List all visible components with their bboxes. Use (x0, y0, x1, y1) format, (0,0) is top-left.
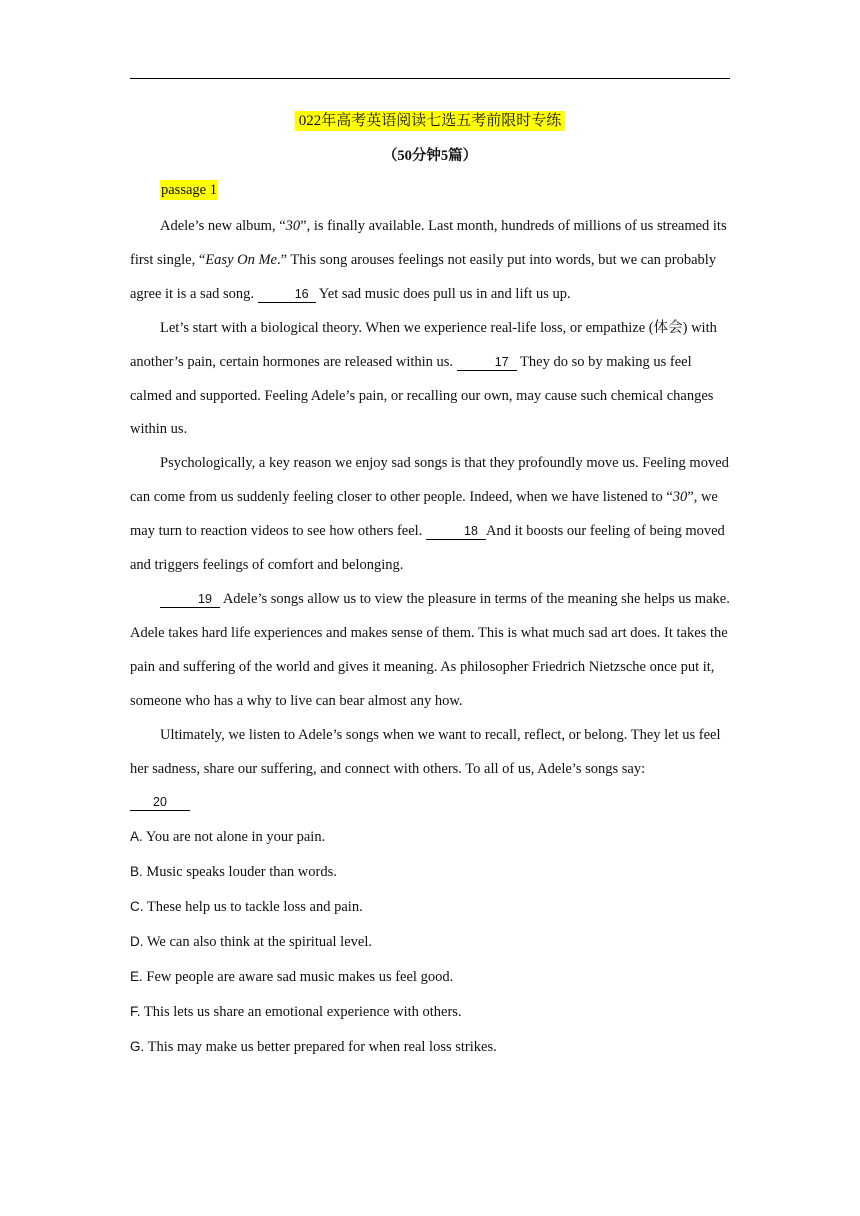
paragraph-text: ”, is finally available. Last month, hundreds of millions of us streamed its first single, “ (130, 218, 727, 268)
paragraph-text: Adele’s new album, “ (160, 218, 286, 234)
option-letter: A. (130, 829, 143, 845)
option-letter: G. (130, 1038, 145, 1054)
blank-18[interactable]: 18 (426, 523, 486, 540)
paragraph-text: And it boosts our feeling of being moved and triggers feelings of comfort and belonging. (130, 523, 725, 574)
option-letter: F. (130, 1003, 141, 1019)
option-text: We can also think at the spiritual level. (143, 934, 372, 951)
header-rule (130, 78, 730, 79)
paragraph-5 (130, 719, 730, 787)
paragraph-text: Ultimately, we listen to Adele’s songs when we want to recall, reflect, or belong. They let us feel her sadness, share our suffering, and connect with others. To all of us, Adele’s songs say: (130, 726, 721, 777)
page-title (0, 110, 860, 132)
album-title: 30 (672, 489, 688, 506)
option-a[interactable] (130, 820, 730, 855)
option-text: You are not alone in your pain. (142, 829, 326, 846)
option-e[interactable] (130, 960, 730, 995)
paragraph-2 (130, 312, 730, 448)
option-text: These help us to tackle loss and pain. (143, 899, 363, 916)
blank-20[interactable]: 20 (130, 794, 190, 811)
option-d[interactable] (130, 925, 730, 960)
paragraph-text: Adele’s songs allow us to view the pleasure in terms of the meaning she helps us make. Adele takes hard life experiences and makes sense of them. This is what much sad art does. It takes the pain and suffering of the world and gives it meaning. As philosopher Friedrich Nietzsche once put it, someone who has a why to live can bear almost any how. (130, 590, 730, 709)
paragraph-4 (130, 583, 730, 719)
option-text: This may make us better prepared for when real loss strikes. (144, 1038, 497, 1055)
paragraph-3 (130, 447, 730, 583)
blank-16[interactable]: 16 (258, 286, 316, 303)
option-c[interactable] (130, 890, 730, 925)
option-text: Few people are aware sad music makes us feel good. (142, 968, 454, 985)
paragraph-text: Yet sad music does pull us in and lift us up. (315, 285, 571, 302)
passage-label-text: passage 1 (161, 182, 217, 198)
page-title-text: 022年高考英语阅读七选五考前限时专练 (295, 111, 566, 131)
option-letter: D. (130, 934, 144, 950)
option-text: This lets us share an emotional experience with others. (140, 1003, 462, 1020)
option-b[interactable] (130, 855, 730, 890)
single-title: Easy On Me (205, 251, 277, 268)
page-subtitle: （50分钟5篇） (382, 148, 478, 164)
paragraph-text: They do so by making us feel calmed and supported. Feeling Adele’s pain, or recalling our own, may cause such chemical changes within us. (130, 353, 714, 438)
paragraph-text: .” This song arouses feelings not easily put into words, but we can probably agree it is a sad song. (130, 251, 717, 302)
blank-17[interactable]: 17 (457, 354, 517, 371)
paragraph-text: Psychologically, a key reason we enjoy sad songs is that they profoundly move us. Feeling moved can come from us suddenly feeling closer to other people. Indeed, when we have listened to “ (130, 455, 729, 506)
blank-19[interactable]: 19 (160, 591, 220, 608)
option-letter: B. (130, 864, 143, 880)
options-list (130, 820, 730, 1064)
option-letter: E. (130, 968, 143, 984)
paragraph-text: ”, we may turn to reaction videos to see how others feel. (130, 489, 718, 540)
paragraph-1 (130, 210, 730, 312)
option-letter: C. (130, 899, 144, 915)
option-text: Music speaks louder than words. (142, 864, 337, 881)
paragraph-text: Let’s start with a biological theory. When we experience real-life loss, or empathize (体会) with another’s pain, certain hormones are released within us. (130, 319, 717, 370)
passage-label (160, 179, 218, 201)
paragraph-5-blank-line (130, 786, 730, 820)
option-f[interactable] (130, 995, 730, 1030)
album-title: 30 (285, 218, 301, 234)
passage-body (130, 210, 730, 1065)
option-g[interactable] (130, 1030, 730, 1065)
